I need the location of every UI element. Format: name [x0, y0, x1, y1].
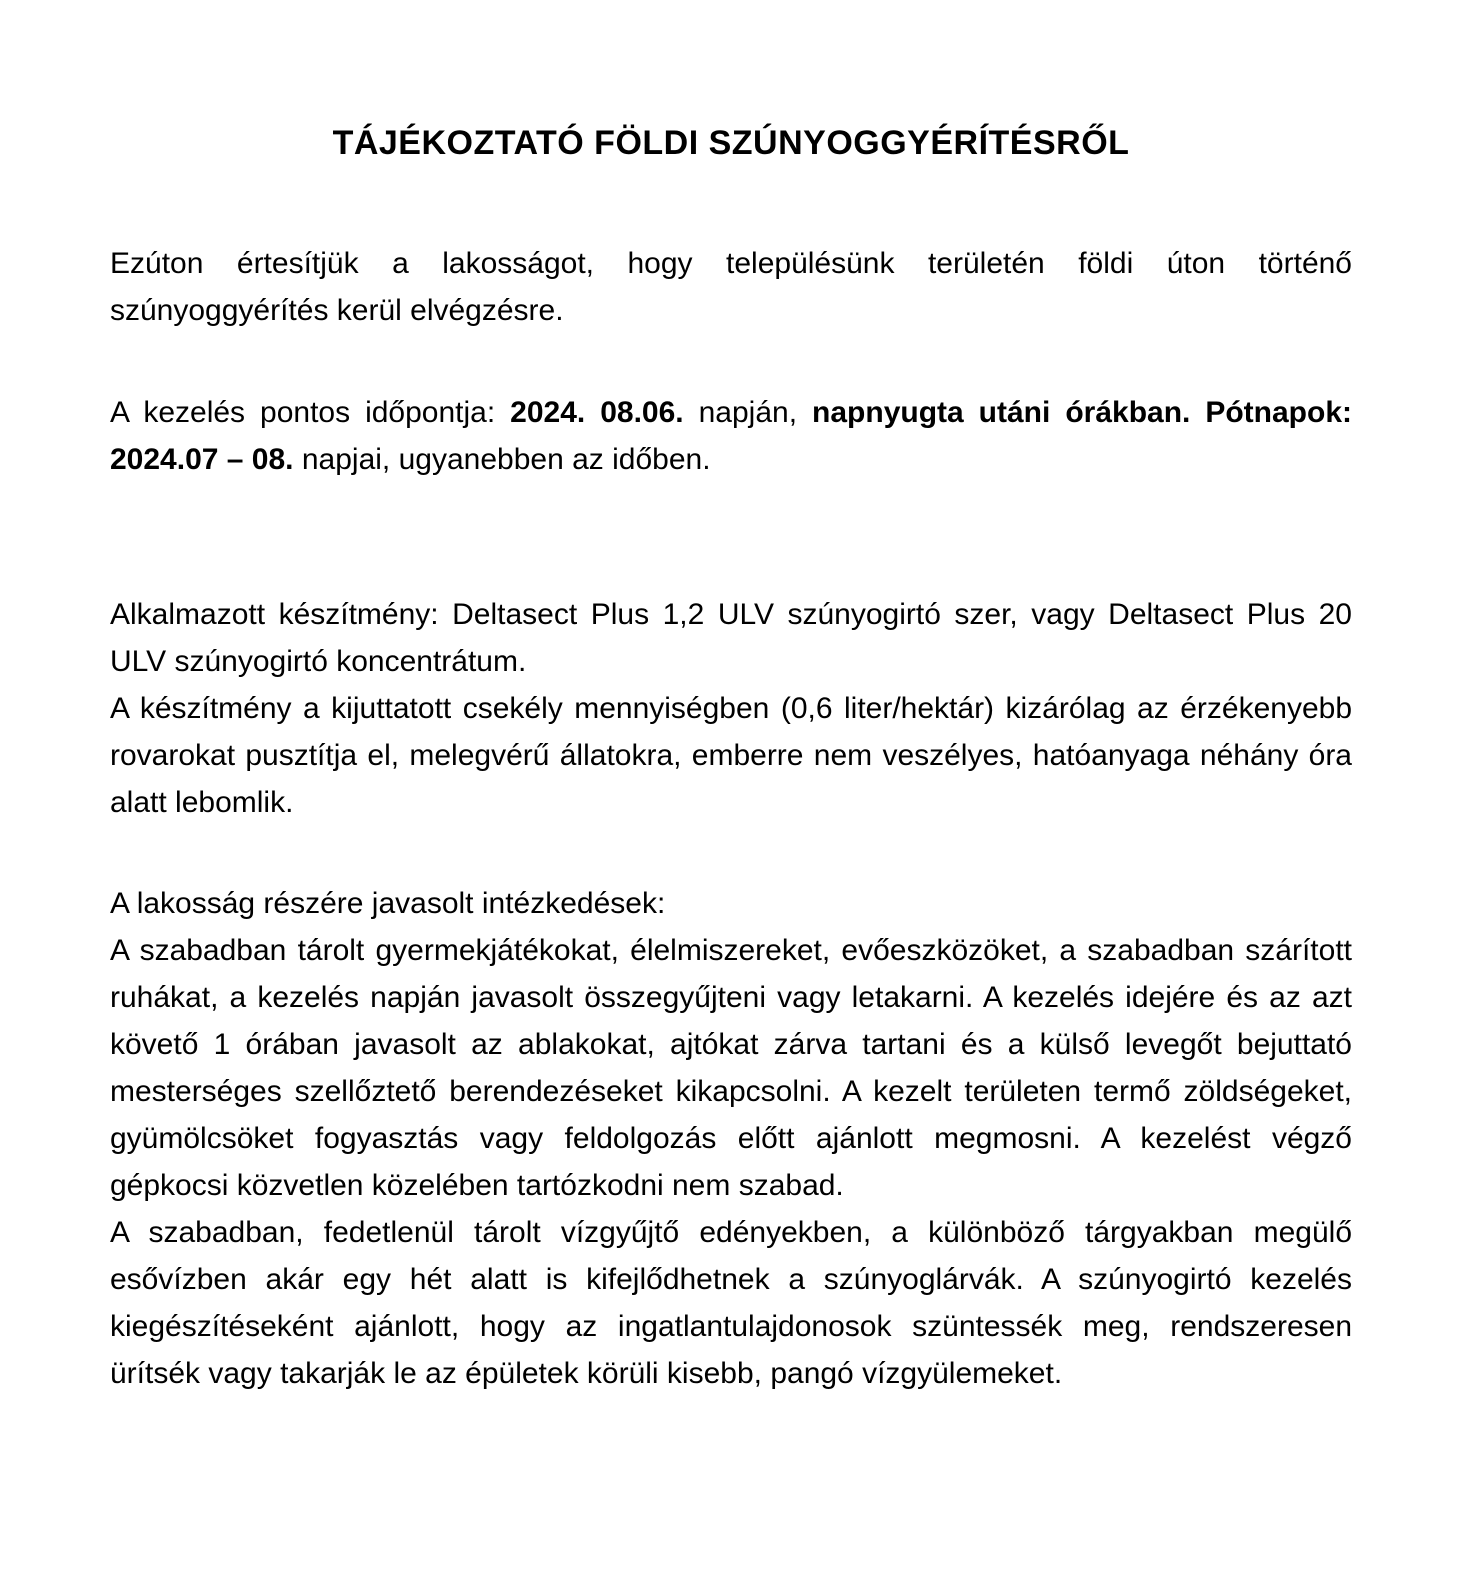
paragraph-larvae-advice: A szabadban, fedetlenül tárolt vízgyűjtő edényekben, a különböző tárgyakban megülő esővízben akár egy hét alatt is kifejlődhetnek a szúnyoglárvák. A szúnyogirtó kezelés kiegészítéseként ajánlott, hogy az ingatlantulajdonosok szüntessék meg, rendszeresen ürítsék vagy takarják le az épületek körüli kisebb, pangó vízgyülemeket.	[110, 1216, 1352, 1390]
paragraph-measures-heading: A lakosság részére javasolt intézkedések:	[110, 887, 666, 920]
paragraph-safety: A készítmény a kijuttatott csekély mennyiségben (0,6 liter/hektár) kizárólag az érzékenyebb rovarokat pusztítja el, melegvérű állatokra, emberre nem veszélyes, hatóanyaga néhány óra alatt lebomlik.	[110, 692, 1352, 819]
paragraph-product: Alkalmazott készítmény: Deltasect Plus 1,2 ULV szúnyogirtó szer, vagy Deltasect Plus 20 ULV szúnyogirtó koncentrátum.	[110, 598, 1352, 678]
paragraph-intro: Ezúton értesítjük a lakosságot, hogy településünk területén földi úton történő szúnyoggyérítés kerül elvégzésre.	[110, 247, 1352, 327]
document-title: TÁJÉKOZTATÓ FÖLDI SZÚNYOGGYÉRÍTÉSRŐL	[332, 124, 1130, 162]
paragraph-measures-body: A szabadban tárolt gyermekjátékokat, élelmiszereket, evőeszközöket, a szabadban szárított ruhákat, a kezelés napján javasolt összegyűjteni vagy letakarni. A kezelés idejére és az azt követő 1 órában javasolt az ablakokat, ajtókat zárva tartani és a külső levegőt bejuttató mesterséges szellőztető berendezéseket kikapcsolni. A kezelt területen termő zöldségeket, gyümölcsöket fogyasztás vagy feldolgozás előtt ajánlott megmosni. A kezelést végző gépkocsi közvetlen közelében tartózkodni nem szabad.	[110, 934, 1352, 1202]
paragraph-schedule: A kezelés pontos időpontja: 2024. 08.06. napján, napnyugta utáni órákban. Pótnapok: 2024.07 – 08. napjai, ugyanebben az időben.	[110, 396, 1352, 476]
